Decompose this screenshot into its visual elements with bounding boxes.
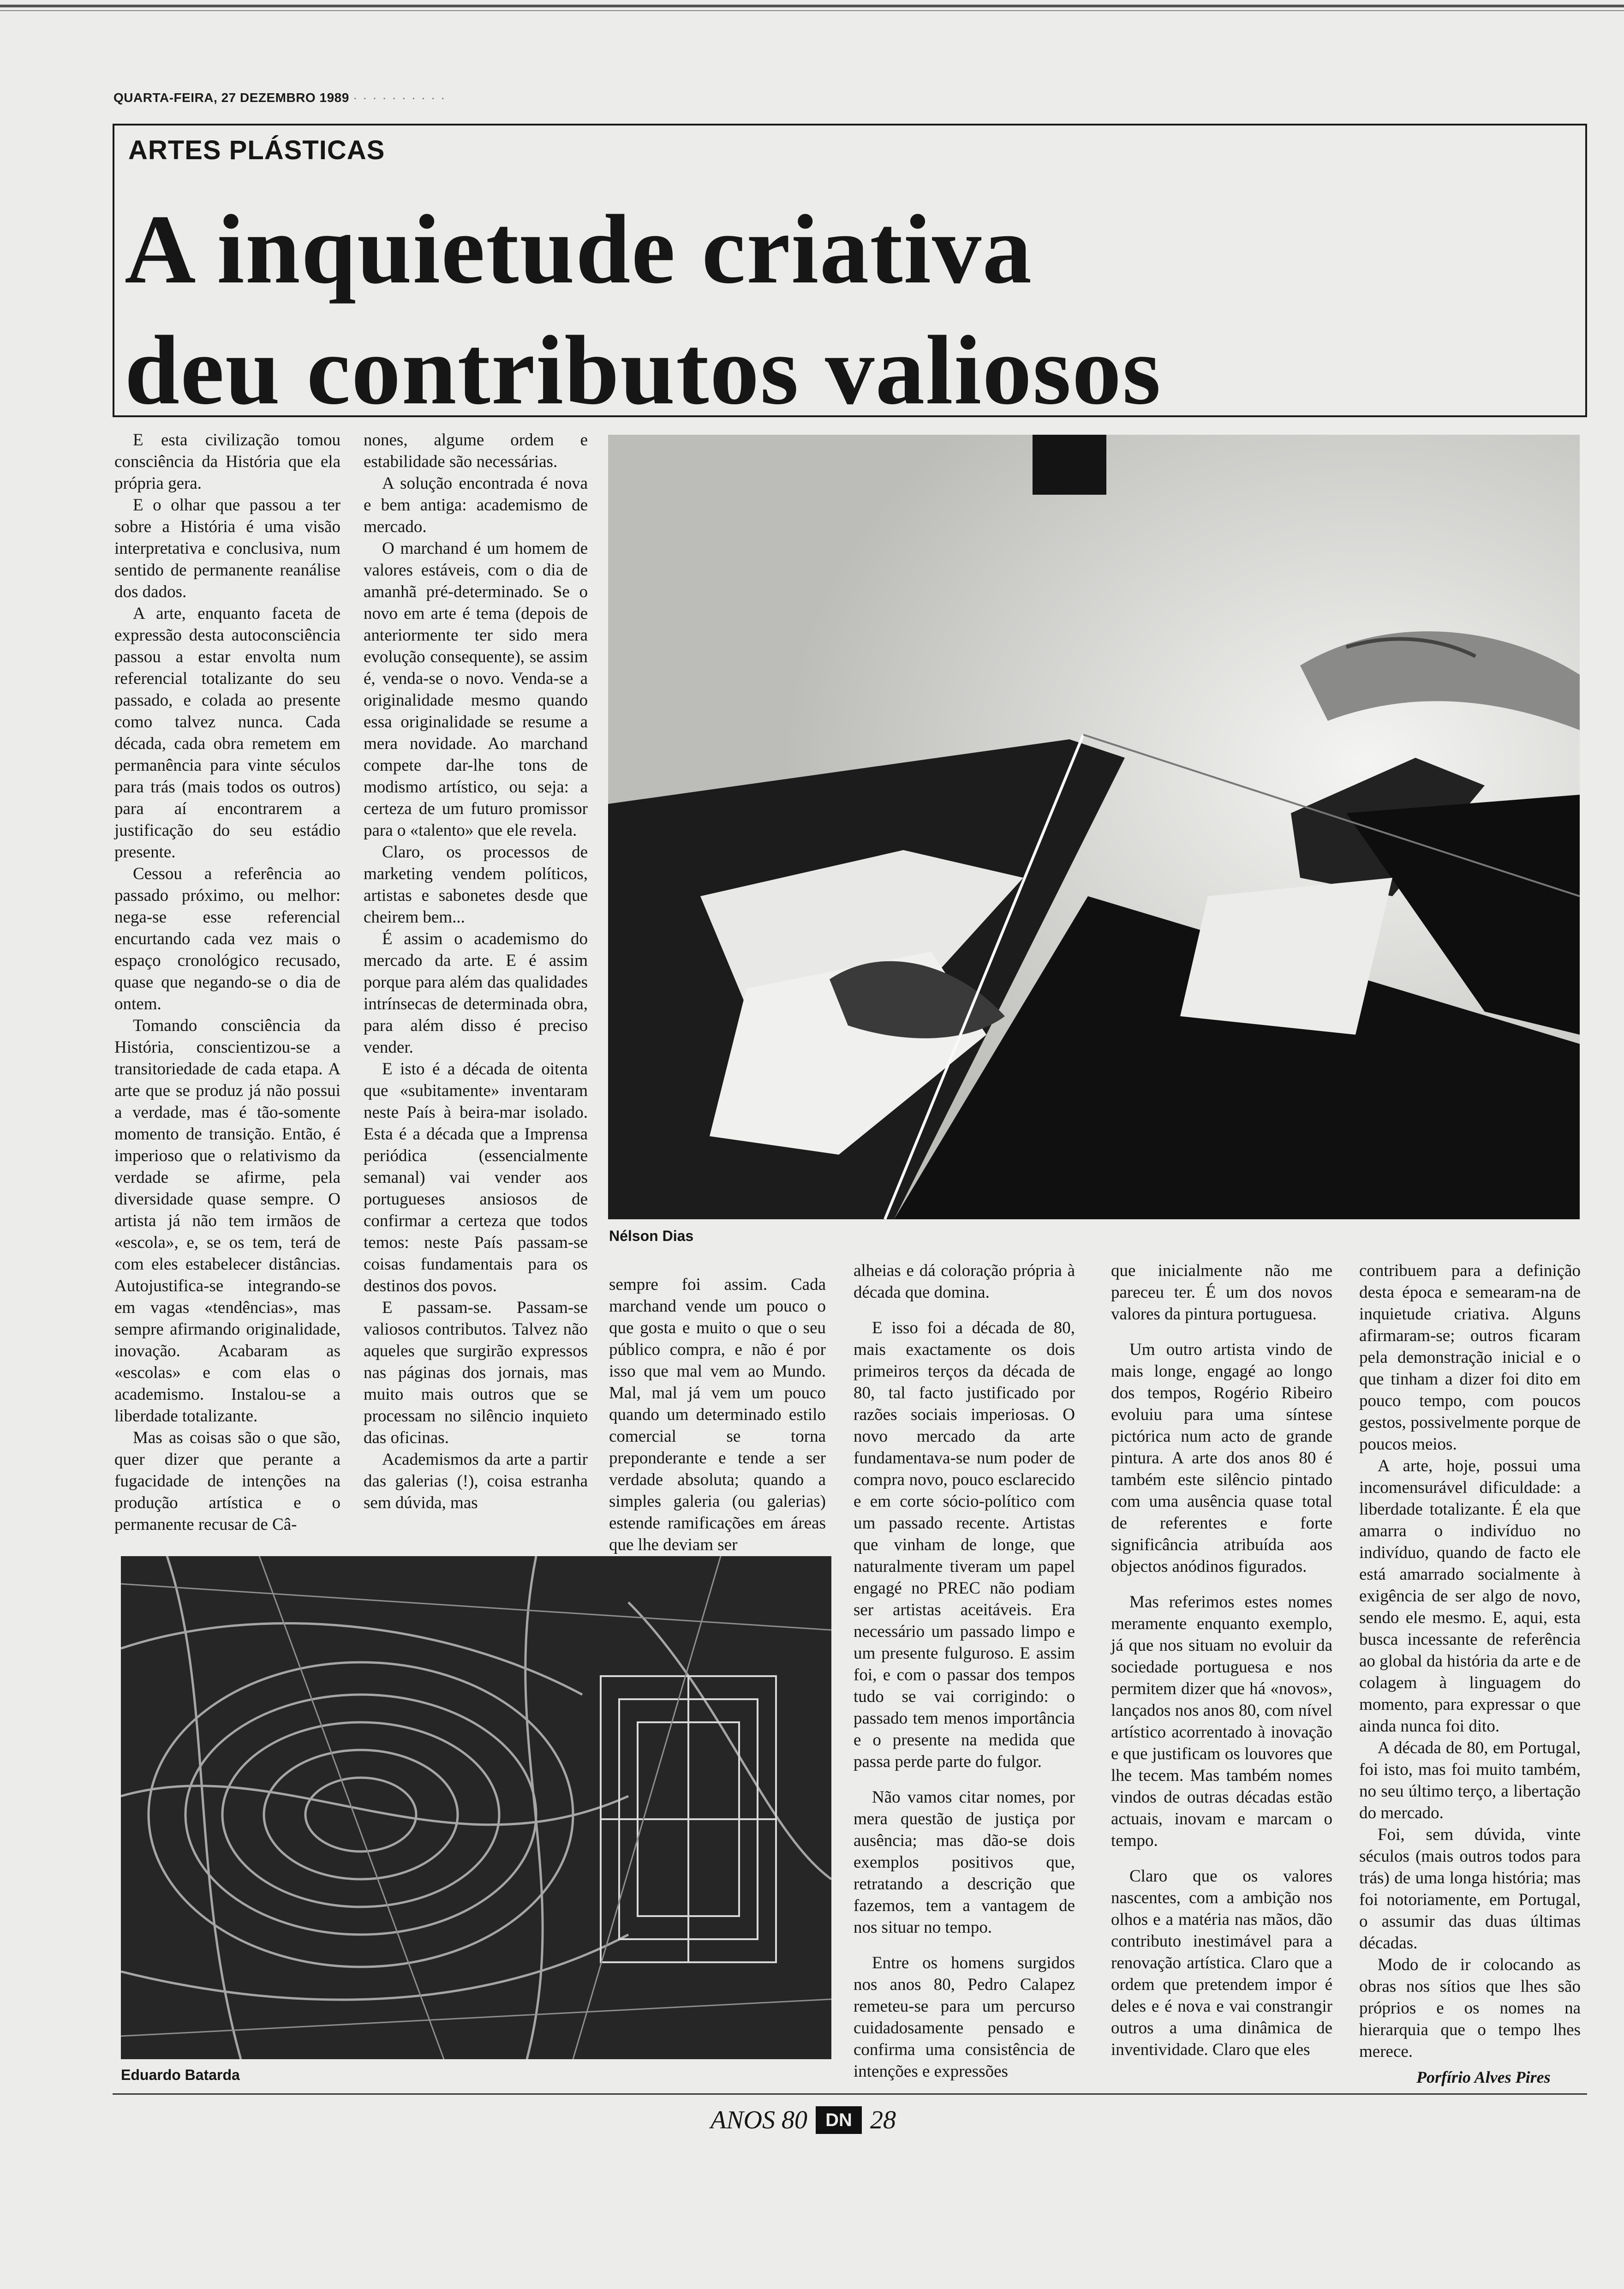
paragraph: Cessou a referência ao passado próximo, ou melhor: nega-se esse referencial encurtando cada vez mais o espaço cronológico recusado, quase que negando-se o dia de ontem. [114,864,340,1013]
paragraph: Mas as coisas são o que são, quer dizer que perante a fugacidade de intenções na produção artística e o permanente recusar de Câ- [114,1428,340,1534]
paragraph: Claro, os processos de marketing vendem políticos, artistas e sabonetes desde que cheirem bem... [364,843,588,927]
paragraph: que inicialmente não me pareceu ter. É um dos novos valores da pintura portuguesa. [1111,1261,1332,1324]
article-column-6 [1359,1260,1581,2081]
photo-caption-2: Eduardo Batarda [121,2067,240,2083]
newspaper-logo: DN [816,2106,862,2134]
article-column-2 [364,429,588,1537]
paragraph: Não vamos citar nomes, por mera questão de justiça por ausência; mas dão-se dois exemplos positivos que, retratando a descrição que fazemos, tem a vantagem de nos situar no tempo. [854,1788,1075,1937]
paragraph: A década de 80, em Portugal, foi isto, mas foi muito também, no seu último terço, a libertação do mercado. [1359,1738,1581,1822]
page-number: 28 [870,2106,896,2134]
paragraph: É assim o academismo do mercado da arte. E é assim porque para além das qualidades intrínsecas de determinada obra, para além disso é preciso vender. [364,929,588,1057]
article-column-1 [114,429,340,1537]
paragraph: O marchand é um homem de valores estáveis, com o dia de amanhã pré-determinado. Se o novo em arte é tema (depois de anteriormente ter sido mera evolução consequente), se assim é, venda-se o novo. Venda-se a originalidade mesmo quando essa originalidade se resume a mera novidade. Ao marchand compete dar-lhe tons de modismo artístico, ou seja: a certeza de um futuro promissor para o «talento» que ele revela. [364,539,588,840]
page-top-rule [0,5,1624,7]
paragraph: nones, algume ordem e estabilidade são necessárias. [364,431,588,471]
footer-rule [113,2093,1587,2095]
paragraph: Mas referimos estes nomes meramente enquanto exemplo, já que nos situam no evoluir da sociedade portuguesa e nos permitem dizer que há «novos», lançados nos anos 80, com nível artístico acorrentado à inovação e que justificam os louvores que lhe tecem. Mas também nomes vindos de outras décadas estão actuais, inovam e marcam o tempo. [1111,1593,1332,1850]
photo-nelson-dias [608,435,1580,1219]
paragraph: E isto é a década de oitenta que «subitamente» inventaram neste País à beira-mar isolado. Esta é a década que a Imprensa periódica (essencialmente semanal) vai vender aos portugueses ansiosos de confirmar a certeza que todos temos: neste País passam-se coisas fundamentais para os destinos dos povos. [364,1060,588,1295]
paragraph: Claro que os valores nascentes, com a ambição nos olhos e a matéria nas mãos, dão contributo inestimável para a renovação artística. Claro que a ordem que pretendem impor é deles e é nova e vai constrangir outros a uma dinâmica de inventividade. Claro que eles [1111,1867,1332,2059]
paragraph: E o olhar que passou a ter sobre a História é uma visão interpretativa e conclusiva, num sentido de permanente reanálise dos dados. [114,496,340,601]
paragraph: E esta civilização tomou consciência da História que ela própria gera. [114,431,340,493]
photo-eduardo-batarda [121,1556,831,2059]
page-footer [710,2105,896,2135]
photo-artwork [121,1556,831,2059]
paragraph: Entre os homens surgidos nos anos 80, Pedro Calapez remeteu-se para um percurso cuidadosamente pensado e confirma uma consistência de intenções e expressões [854,1953,1075,2081]
paragraph: Academismos da arte a partir das galerias (!), coisa estranha sem dúvida, mas [364,1450,588,1512]
paragraph: E passam-se. Passam-se valiosos contributos. Talvez não aqueles que surgirão expressos nas páginas dos jornais, mas muito mais outros que se processam no silêncio inquieto das oficinas. [364,1298,588,1447]
leader-dots: · · · · · · · · · · [353,90,446,105]
paragraph: contribuem para a definição desta época e semearam-na de inquietude criativa. Alguns afirmaram-se; outros ficaram pela demonstração inicial e o que tinham a dizer foi dito em pouco tempo, com poucos gestos, possivelmente porque de poucos meios. [1359,1261,1581,1454]
paragraph: Tomando consciência da História, conscientizou-se a transitoriedade de cada etapa. A arte que se produz já não possui a verdade, mas é tão-somente momento de transição. Então, é imperioso que o relativismo da verdade se afirme, pela diversidade quase sempre. O artista já não tem irmãos de «escola», e, se os tem, terá de com eles estabelecer distâncias. Autojustifica-se integrando-se em vagas «tendências», mas sempre afirmando originalidade, inovação. Acabaram as «escolas» e com elas o academismo. Instalou-se a liberdade totalizante. [114,1016,340,1426]
paragraph: Foi, sem dúvida, vinte séculos (mais outros todos para trás) de uma longa história; mas foi notoriamente, em Portugal, o assumir das duas últimas décadas. [1359,1825,1581,1953]
paragraph: A arte, hoje, possui uma incomensurável dificuldade: a liberdade totalizante. É ela que amarra o indivíduo no indivíduo, quando de facto ele está amarrado socialmente à exigência de ser algo de novo, sendo ele mesmo. E, aqui, esta busca incessante de referência ao global da história da arte e de colagem à linguagem do momento, para expressar o que ainda nunca foi dito. [1359,1456,1581,1736]
article-column-4 [854,1260,1075,2100]
article-column-5 [1111,1260,1332,2100]
headline-line-2: deu contributos valiosos [125,316,1162,425]
photo-artwork [608,435,1580,1219]
paragraph: Um outro artista vindo de mais longe, engagé ao longo dos tempos, Rogério Ribeiro evoluiu para uma síntese pictórica num acto de grande pintura. A arte dos anos 80 é também este silêncio pintado com uma ausência quase total de referentes e forte significância atribuída aos objectos anódinos figurados. [1111,1340,1332,1576]
headline [125,189,1555,431]
photo-caption-1: Nélson Dias [609,1228,694,1244]
paragraph: alheias e dá coloração própria à década que domina. [854,1261,1075,1302]
issue-date: QUARTA-FEIRA, 27 DEZEMBRO 1989 [113,90,349,105]
section-label: ARTES PLÁSTICAS [128,135,385,165]
page-top-rule-thin [0,10,1624,11]
footer-section: ANOS 80 [710,2106,807,2134]
running-head-date [113,90,446,105]
paragraph: A arte, enquanto faceta de expressão desta autoconsciência passou a estar envolta num referencial totalizante do seu passado, e colada ao presente como talvez nunca. Cada década, cada obra remetem em permanência para vinte séculos para trás (mais todos os outros) para aí encontrarem a justificação do seu estádio presente. [114,604,340,862]
paragraph: A solução encontrada é nova e bem antiga: academismo de mercado. [364,474,588,536]
headline-line-1: A inquietude criativa [125,195,1033,304]
article-column-3 [609,1274,826,1554]
paragraph: E isso foi a década de 80, mais exactamente os dois primeiros terços da década de 80, tal facto justificado por razões sociais imperiosas. O novo mercado da arte fundamentava-se num poder de compra novo, pouco esclarecido e em corte sócio-político com um passado recente. Artistas que vinham de longe, que naturalmente tiveram um papel engagé no PREC não podiam ser artistas aceitáveis. Era necessário um passado limpo e um presente fulguroso. E assim foi, e com o passar dos tempos tudo se vai corrigindo: o passado tem menos importância e o presente na medida que passa perde parte do fulgor. [854,1318,1075,1771]
paragraph: sempre foi assim. Cada marchand vende um pouco o que gosta e muito o que o seu público compra, e não é por isso que mal vem ao Mundo. Mal, mal já vem um pouco quando um determinado estilo comercial se torna preponderante e tende a ser verdade absoluta; quando a simples galeria (ou galerias) estende ramificações em áreas que lhe deviam ser [609,1275,826,1554]
paragraph: Modo de ir colocando as obras nos sítios que lhes são próprios e os nomes na hierarquia que o tempo lhes merece. [1359,1955,1581,2061]
author-signature: Porfírio Alves Pires [1416,2068,1551,2086]
